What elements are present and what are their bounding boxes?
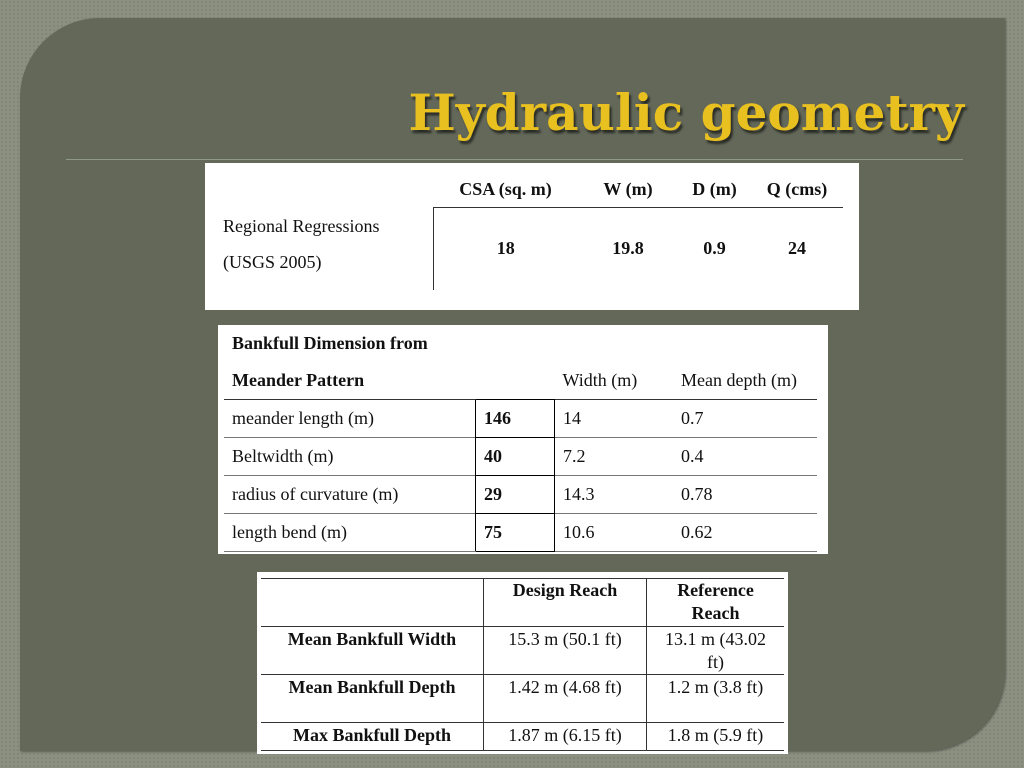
value-depth: 0.9 (703, 238, 726, 259)
meander-pattern-table (218, 325, 828, 554)
row-depth: 0.78 (673, 476, 817, 514)
row-label: meander length (m) (224, 400, 476, 438)
slide-title: Hydraulic geometry (408, 83, 964, 142)
reach-comparison-table (257, 572, 788, 754)
header-reference-reach (647, 579, 785, 627)
row-label: Mean Bankfull Width (261, 627, 484, 675)
row-label (221, 208, 433, 290)
header-reference-line2: Reach (691, 603, 740, 623)
header-discharge: Q (cms) (751, 171, 843, 208)
row-label: Max Bankfull Depth (261, 723, 484, 751)
title-divider (66, 159, 963, 160)
row-label-line2: (USGS 2005) (223, 251, 322, 272)
row-value: 40 (476, 438, 555, 476)
row-width: 7.2 (555, 438, 674, 476)
row-label: radius of curvature (m) (224, 476, 476, 514)
table-row (224, 438, 817, 476)
row-label-line1: Regional Regressions (223, 215, 380, 236)
row-value: 75 (476, 514, 555, 552)
row-depth: 0.7 (673, 400, 817, 438)
header-width: W (m) (578, 171, 678, 208)
value-width: 19.8 (612, 238, 644, 259)
header-width: Width (m) (562, 370, 638, 390)
header-empty-cell (221, 171, 433, 208)
table-row (261, 723, 784, 751)
row-reference: 1.8 m (5.9 ft) (647, 723, 785, 751)
row-reference-line2: ft) (707, 652, 724, 672)
regional-regressions-table (205, 163, 859, 310)
row-label: Beltwidth (m) (224, 438, 476, 476)
row-design: 15.3 m (50.1 ft) (484, 627, 647, 675)
row-reference: 1.2 m (3.8 ft) (647, 675, 785, 723)
row-depth: 0.62 (673, 514, 817, 552)
row-design: 1.87 m (6.15 ft) (484, 723, 647, 751)
table-row (261, 675, 784, 723)
row-label: length bend (m) (224, 514, 476, 552)
table-title-line1: Bankfull Dimension from (232, 333, 428, 353)
table-row (224, 476, 817, 514)
table-title-line2: Meander Pattern (232, 370, 365, 390)
header-design-reach: Design Reach (484, 579, 647, 627)
row-width: 10.6 (555, 514, 674, 552)
header-depth: D (m) (678, 171, 751, 208)
row-value: 146 (476, 400, 555, 438)
row-reference-line1: 13.1 m (43.02 (665, 629, 766, 649)
table-row (224, 400, 817, 438)
row-reference (647, 627, 785, 675)
header-reference-line1: Reference (677, 580, 754, 600)
row-width: 14 (555, 400, 674, 438)
table-row (261, 627, 784, 675)
row-label: Mean Bankfull Depth (261, 675, 484, 723)
table-row (224, 514, 817, 552)
row-width: 14.3 (555, 476, 674, 514)
row-depth: 0.4 (673, 438, 817, 476)
row-design: 1.42 m (4.68 ft) (484, 675, 647, 723)
row-value: 29 (476, 476, 555, 514)
value-csa: 18 (496, 238, 515, 259)
value-discharge: 24 (788, 238, 806, 259)
header-mean-depth: Mean depth (m) (681, 370, 797, 390)
header-csa: CSA (sq. m) (433, 171, 578, 208)
